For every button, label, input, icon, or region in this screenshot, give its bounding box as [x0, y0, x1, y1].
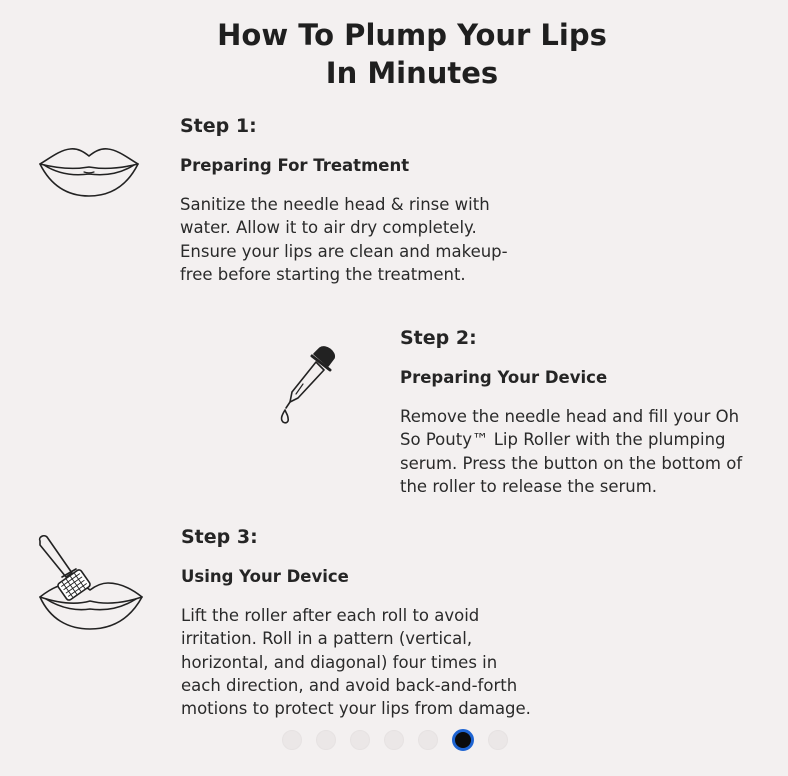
lips-icon — [38, 142, 140, 200]
step-2-heading: Step 2: — [400, 327, 477, 349]
step-1-subtitle: Preparing For Treatment — [180, 156, 410, 175]
step-1-body: Sanitize the needle head & rinse with water. Allow it to air dry completely. Ensure your lips are clean and makeup-free before starting the treatment. — [180, 195, 508, 284]
lip-roller-icon — [36, 533, 144, 633]
dropper-icon — [276, 344, 340, 426]
carousel-dot[interactable] — [316, 730, 336, 750]
page-title — [0, 16, 788, 92]
carousel-dot[interactable] — [282, 730, 302, 750]
step-2-body: Remove the needle head and fill your Oh So Pouty™ Lip Roller with the plumping serum. Press the button on the bottom of the roller to release the serum. — [400, 407, 743, 496]
carousel-dot[interactable] — [418, 730, 438, 750]
step-3-heading: Step 3: — [181, 526, 258, 548]
carousel-dot[interactable] — [384, 730, 404, 750]
step-1 — [180, 114, 530, 286]
step-1-heading: Step 1: — [180, 115, 257, 137]
carousel-pagination — [282, 730, 508, 752]
step-2 — [400, 326, 760, 498]
step-3 — [181, 525, 541, 720]
carousel-dot-active[interactable] — [452, 729, 474, 751]
title-line-1: How To Plump Your Lips — [217, 18, 607, 52]
carousel-dot[interactable] — [350, 730, 370, 750]
step-3-body: Lift the roller after each roll to avoid irritation. Roll in a pattern (vertical, horizontal, and diagonal) four times in each direction, and avoid back-and-forth motions to protect your lips from damage. — [181, 606, 531, 719]
step-3-subtitle: Using Your Device — [181, 567, 349, 586]
carousel-dot[interactable] — [488, 730, 508, 750]
title-line-2: In Minutes — [325, 56, 499, 90]
step-2-subtitle: Preparing Your Device — [400, 368, 608, 387]
